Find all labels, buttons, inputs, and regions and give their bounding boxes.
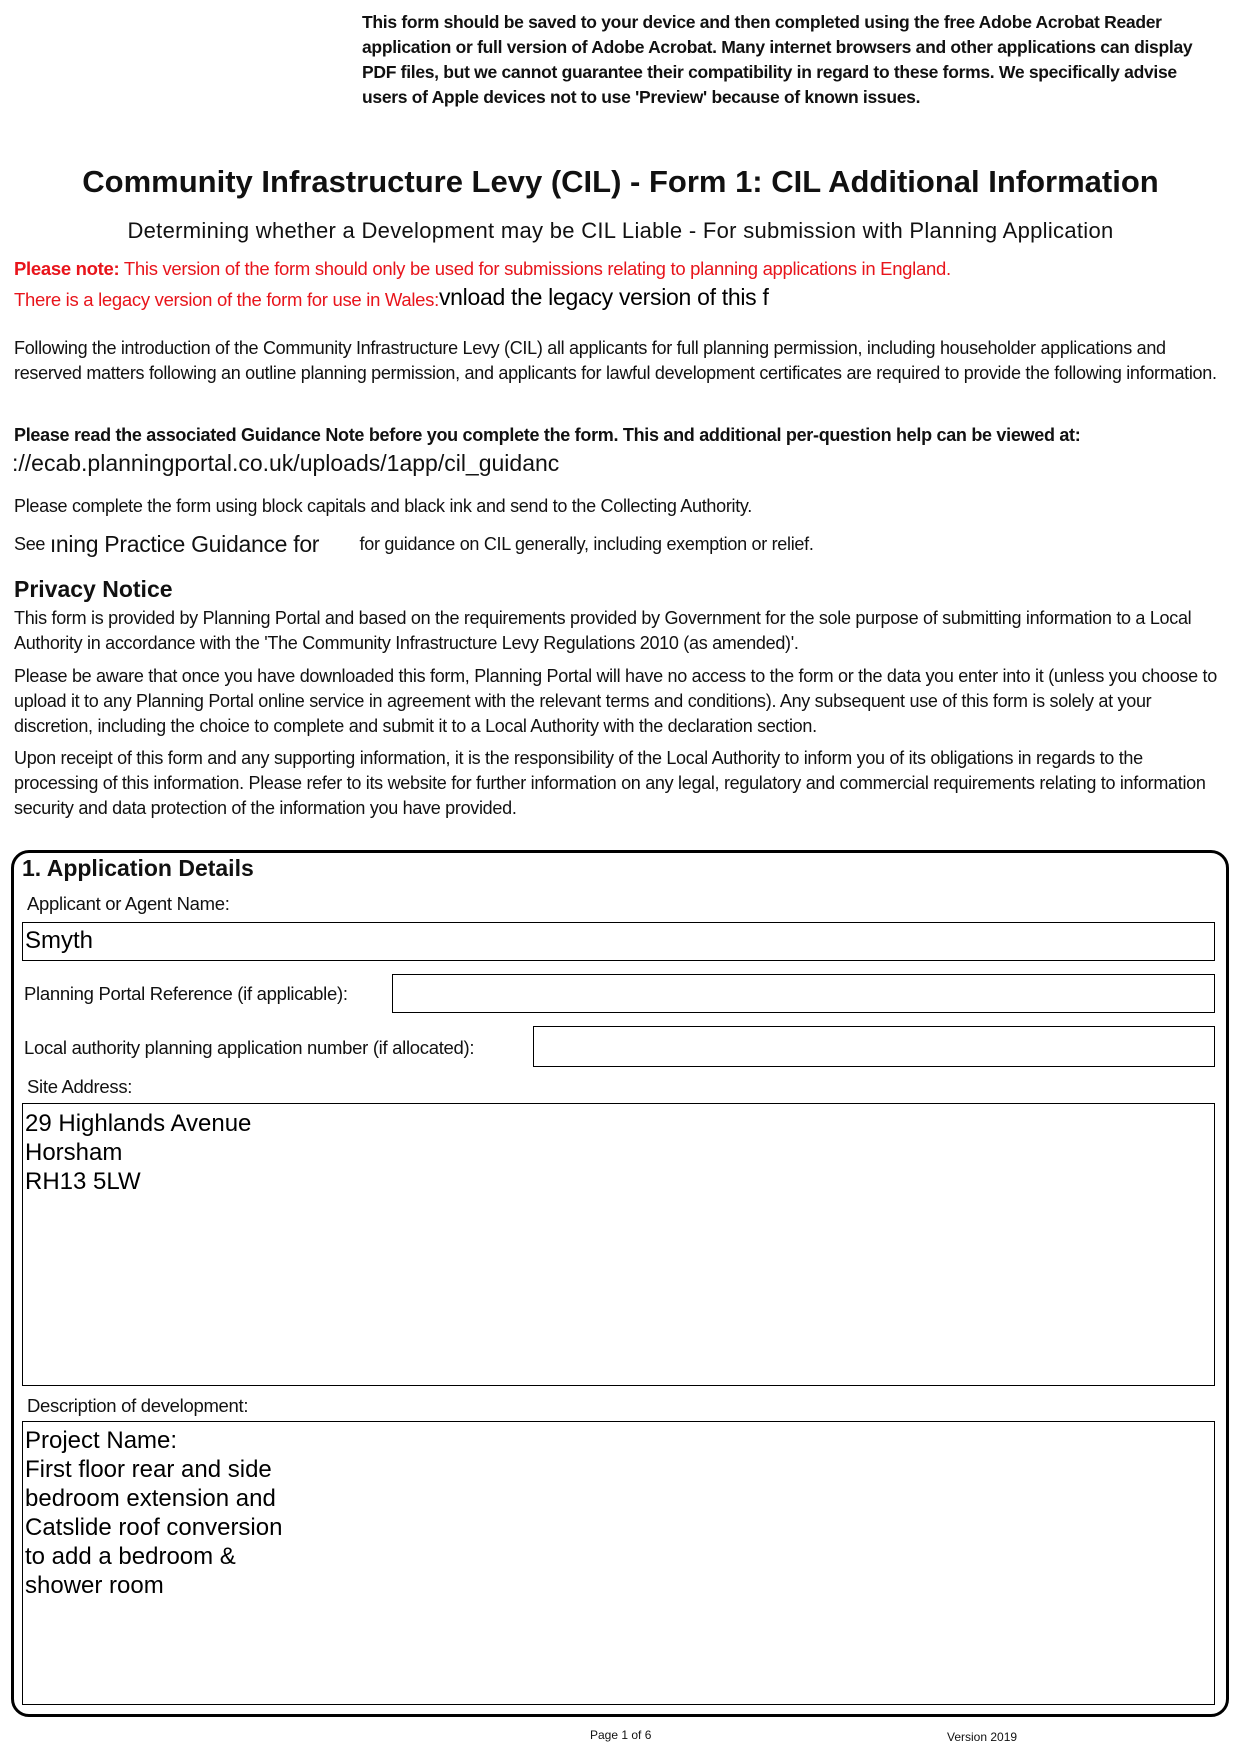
privacy-heading: Privacy Notice (14, 576, 173, 602)
legacy-text: There is a legacy version of the form for use in Wales: (14, 289, 439, 310)
page-number: Page 1 of 6 (590, 1728, 652, 1742)
applicant-label: Applicant or Agent Name: (27, 893, 230, 914)
see-guidance (14, 532, 1229, 557)
privacy-p1: This form is provided by Planning Portal and based on the requirements provided by Government for the sole purpose of submitting information to a Local Authority in accordance with the 'The Community Infrastructure Levy Regulations 2010 (as amended)'. (14, 608, 1192, 653)
la-application-number-field[interactable] (533, 1026, 1215, 1067)
see-suffix: for guidance on CIL generally, including exemption or relief. (354, 534, 814, 554)
see-prefix: See (14, 534, 46, 554)
version-label: Version 2019 (947, 1730, 1018, 1744)
legacy-download-link[interactable]: vnload the legacy version of this f (438, 284, 769, 310)
description-label: Description of development: (27, 1395, 249, 1416)
privacy-p3: Upon receipt of this form and any supporting information, it is the responsibility of the Local Authority to inform you of its obligations in regards to the processing of this information. Please refer to its website for further information on any legal, regulatory and commercial requirements relating to information security and data protection of the information you have provided. (14, 748, 1206, 818)
section-heading: 1. Application Details (22, 855, 254, 881)
planning-guidance-link[interactable]: ıning Practice Guidance for (49, 531, 320, 557)
wales-note (14, 284, 769, 311)
site-address-field[interactable]: 29 Highlands Avenue Horsham RH13 5LW (22, 1103, 1215, 1386)
page-subtitle: Determining whether a Development may be CIL Liable - For submission with Planning Application (127, 218, 1114, 243)
guidance-link[interactable]: ://ecab.planningportal.co.uk/uploads/1app/cil_guidanc (12, 450, 560, 476)
description-field[interactable]: Project Name: First floor rear and side bedroom extension and Catslide roof conversion to add a bedroom & shower room (22, 1421, 1215, 1705)
site-address-label: Site Address: (27, 1076, 133, 1097)
applicant-name-field[interactable]: Smyth (22, 922, 1215, 961)
la-application-number-label: Local authority planning application number (if allocated): (24, 1037, 475, 1058)
guidance-text: Please read the associated Guidance Note before you complete the form. This and additional per-question help can be viewed at: (14, 425, 1081, 445)
page-title: Community Infrastructure Levy (CIL) - Form 1: CIL Additional Information (82, 164, 1159, 199)
note-text: This version of the form should only be used for submissions relating to planning applications in England. (119, 258, 951, 279)
top-notice: This form should be saved to your device and then completed using the free Adobe Acrobat Reader application or full version of Adobe Acrobat. Many internet browsers and other applications can display PDF files, but we cannot guarantee their compatibility in regard to these forms. We specifically advise users of Apple devices not to use 'Preview' because of known issues. (362, 12, 1193, 107)
portal-reference-field[interactable] (392, 974, 1215, 1013)
portal-reference-label: Planning Portal Reference (if applicable): (24, 983, 348, 1004)
note-label: Please note: (14, 258, 120, 279)
privacy-p2: Please be aware that once you have downloaded this form, Planning Portal will have no access to the form or the data you enter into it (unless you choose to upload it to any Planning Portal online service in agreement with the relevant terms and conditions). Any subsequent use of this form is solely at your discretion, including the choice to complete and submit it to a Local Authority with the declaration section. (14, 666, 1217, 736)
england-note (14, 258, 951, 280)
intro-text: Following the introduction of the Community Infrastructure Levy (CIL) all applicants for full planning permission, including householder applications and reserved matters following an outline planning permission, and applicants for lawful development certificates are required to provide the following information. (14, 338, 1217, 383)
complete-instruction: Please complete the form using block capitals and black ink and send to the Collecting Authority. (14, 496, 753, 516)
